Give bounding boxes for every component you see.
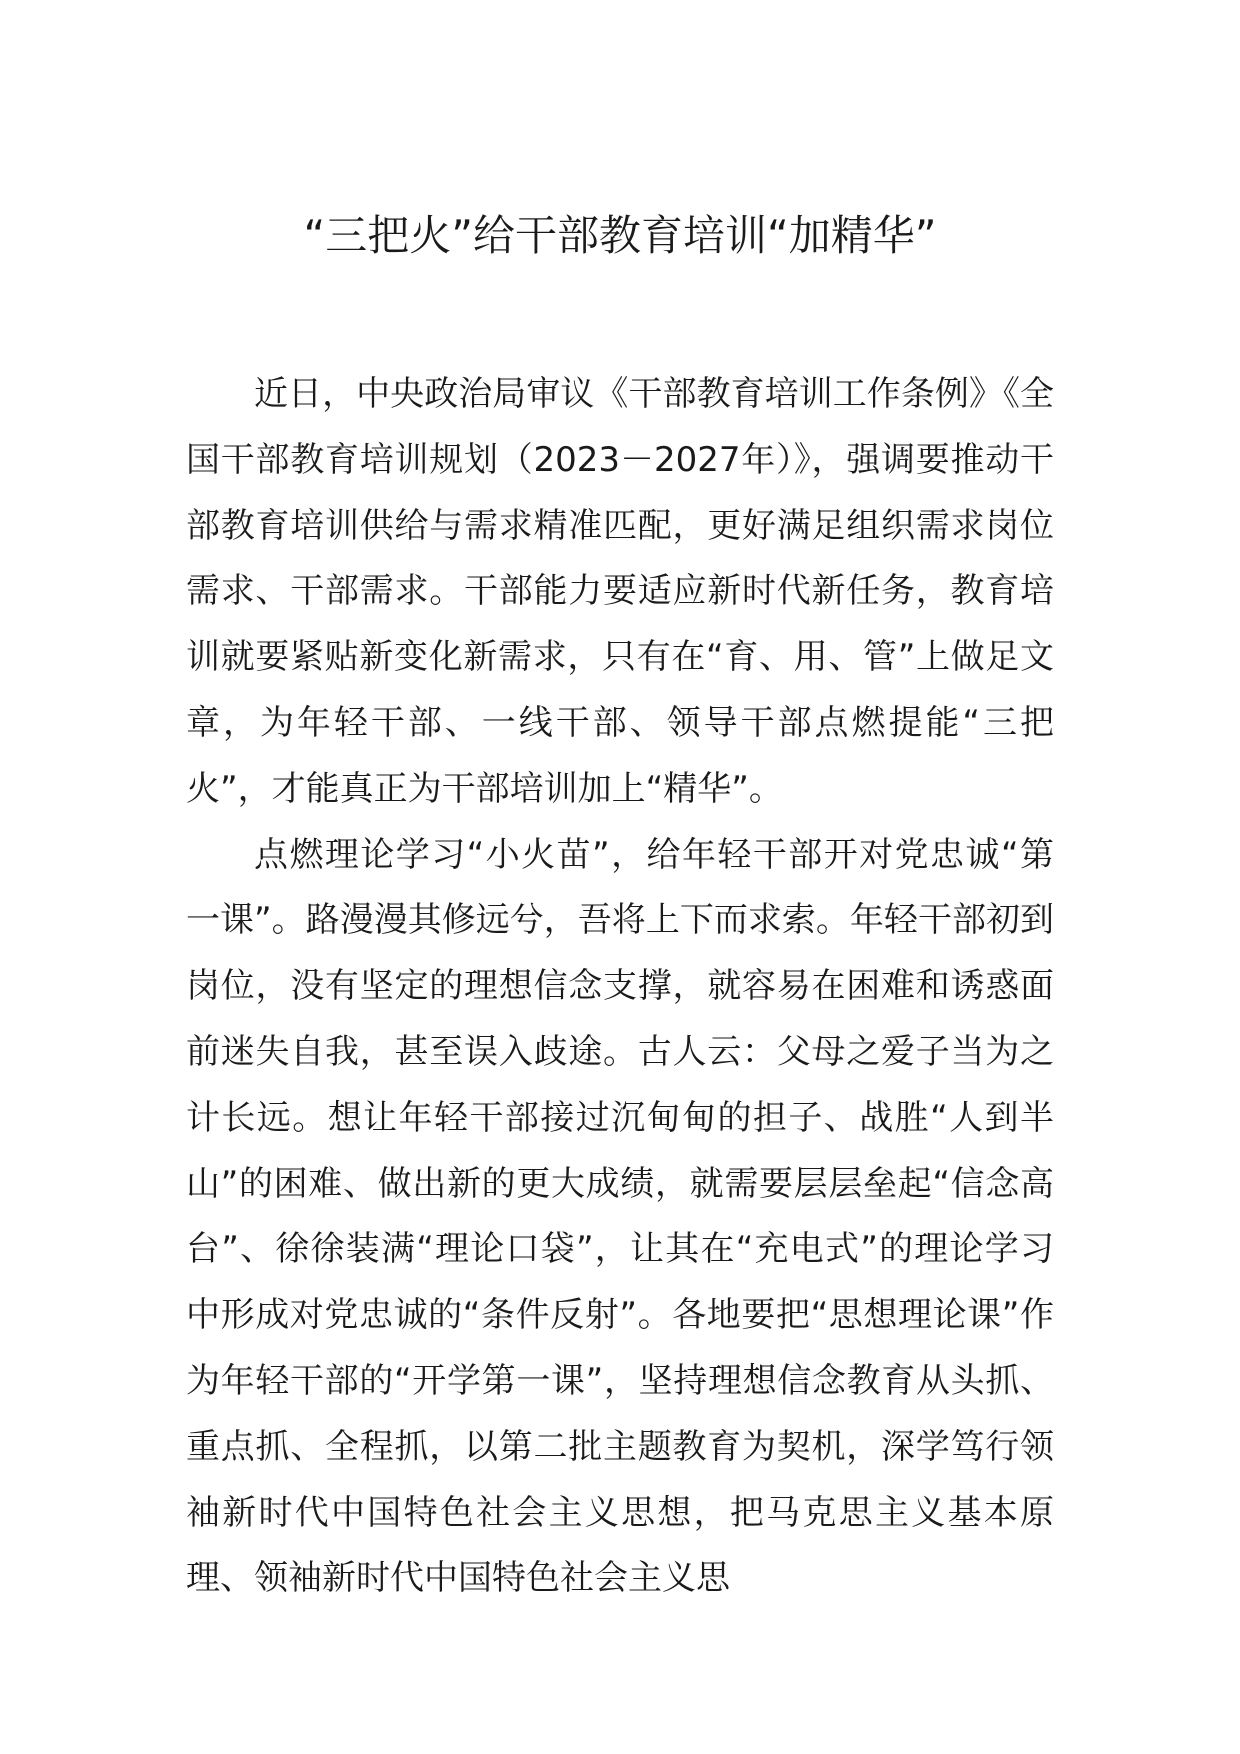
paragraph-intro: 近日，中央政治局审议《干部教育培训工作条例》《全国干部教育培训规划（2023－2027年）》，强调要推动干部教育培训供给与需求精准匹配，更好满足组织需求岗位需求、干部需求。干部能力要适应新时代新任务，教育培训就要紧贴新变化新需求，只有在“育、用、管”上做足文章，为年轻干部、一线干部、领导干部点燃提能“三把火”，才能真正为干部培训加上“精华”。	[186, 374, 1054, 809]
document-body	[186, 362, 1054, 1612]
document-title: “三把火”给干部教育培训“加精华”	[303, 211, 937, 260]
paragraph-young-cadres: 点燃理论学习“小火苗”，给年轻干部开对党忠诚“第一课”。路漫漫其修远兮，吾将上下而求索。年轻干部初到岗位，没有坚定的理想信念支撑，就容易在困难和诱惑面前迷失自我，甚至误入歧途。古人云：父母之爱子当为之计长远。想让年轻干部接过沉甸甸的担子、战胜“人到半山”的困难、做出新的更大成绩，就需要层层垒起“信念高台”、徐徐装满“理论口袋”，让其在“充电式”的理论学习中形成对党忠诚的“条件反射”。各地要把“思想理论课”作为年轻干部的“开学第一课”，坚持理想信念教育从头抓、重点抓、全程抓，以第二批主题教育为契机，深学笃行领袖新时代中国特色社会主义思想，把马克思主义基本原理、领袖新时代中国特色社会主义思	[186, 834, 1054, 1599]
